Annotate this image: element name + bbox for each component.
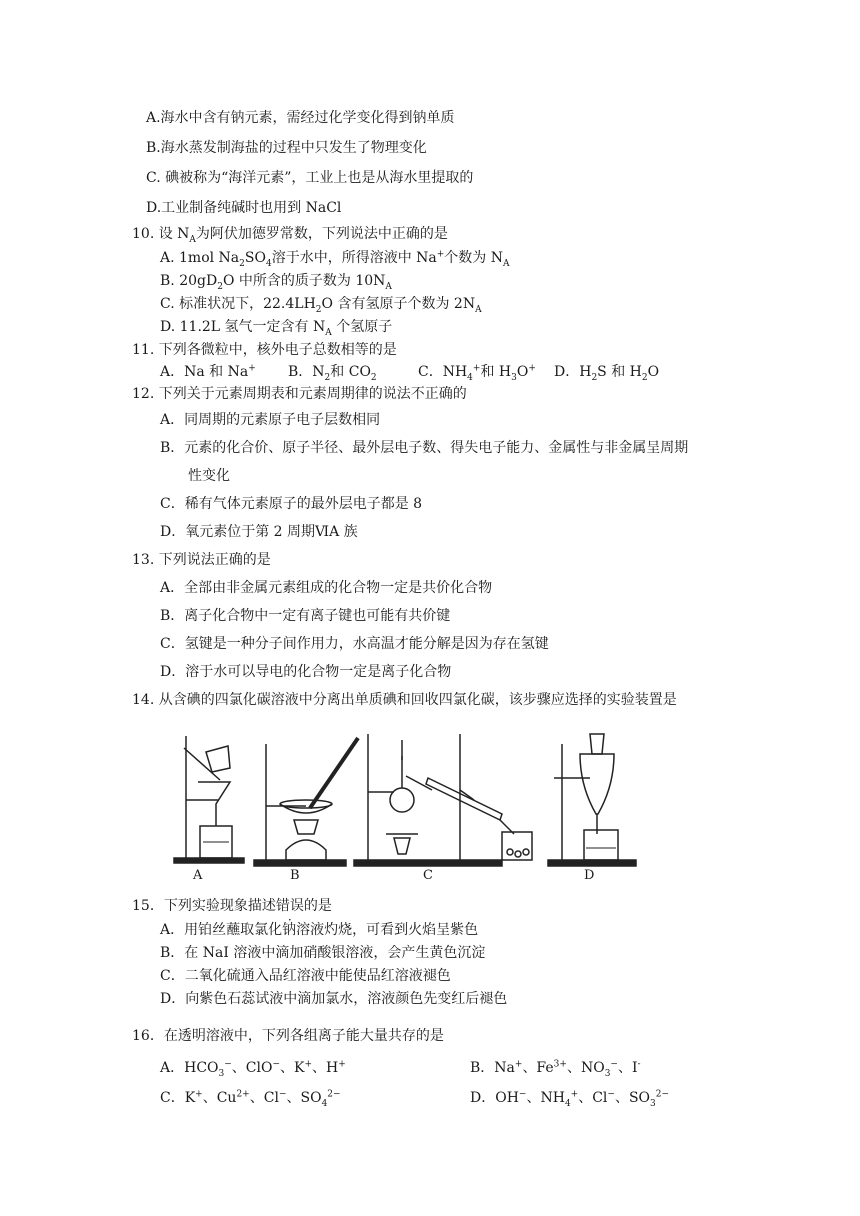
q16-stem: 16．在透明溶液中，下列各组离子能大量共存的是 — [132, 1028, 444, 1044]
q15-emphasis: 错误 — [275, 898, 304, 914]
q11-option-a: A．Na 和 Na+ — [160, 363, 256, 380]
q9-option-c: C. 碘被称为“海洋元素”，工业上也是从海水里提取的 — [146, 170, 474, 186]
q13-option-c: C．氢键是一种分子间作用力，水高温才能分解是因为存在氢键 — [160, 636, 549, 652]
apparatus-c-distillation — [354, 734, 532, 866]
q10-stem: 10. 设 $N_A$为阿伏加德罗常数，下列说法中正确的是 — [132, 226, 448, 245]
q10-option-d: D. 11.2L 氢气一定含有 $N_A$ 个氢原子 — [160, 319, 393, 338]
q9-option-a: A.海水中含有钠元素，需经过化学变化得到钠单质 — [146, 110, 455, 126]
apparatus-d-separatory-funnel — [548, 734, 636, 866]
q15-option-c: C．二氧化硫通入品红溶液中能使品红溶液褪色 — [160, 968, 451, 984]
apparatus-label-b: B — [290, 868, 300, 883]
q12-option-b-line2: 性变化 — [188, 468, 230, 484]
q15-option-d: D．向紫色石蕊试液中滴加氯水，溶液颜色先变红后褪色 — [160, 991, 508, 1007]
q12-option-c: C．稀有气体元素原子的最外层电子都是 8 — [160, 496, 423, 512]
q16-option-d: D．OH−、$NH_4^+$、Cl−、$SO_3^{2-}$ — [470, 1089, 670, 1109]
q11-stem: 11. 下列各微粒中，核外电子总数相等的是 — [132, 342, 397, 358]
q12-option-a: A．同周期的元素原子电子层数相同 — [160, 412, 381, 428]
q14-stem: 14. 从含碘的四氯化碳溶液中分离出单质碘和回收四氯化碳，该步骤应选择的实验装置是 — [132, 692, 677, 708]
q13-option-a: A．全部由非金属元素组成的化合物一定是共价化合物 — [160, 580, 493, 596]
q15-option-a: A．用铂丝蘸取氯化钠溶液灼烧，可看到火焰呈紫色 — [160, 922, 479, 938]
q13-stem: 13. 下列说法正确的是 — [132, 552, 271, 568]
q10-option-b: B. $20gD_2O$ 中所含的质子数为 $10N_A$ — [160, 273, 392, 292]
q13-option-b: B．离子化合物中一定有离子键也可能有共价键 — [160, 608, 451, 624]
apparatus-label-d: D — [584, 868, 595, 883]
q15-option-b: B．在 NaI 溶液中滴加硝酸银溶液，会产生黄色沉淀 — [160, 945, 486, 961]
q16-option-c: C．K+、$Cu^{2+}$、Cl−、$SO_4^{2-}$ — [160, 1089, 341, 1109]
q9-option-d: D.工业制备纯碱时也用到 NaCl — [146, 200, 342, 216]
apparatus-label-a: A — [193, 868, 203, 883]
q11-option-d: D．$H_2S$ 和 $H_2O$ — [554, 364, 660, 383]
q15-stem: 15．下列实验现象描述错误的是 — [132, 898, 332, 914]
lab-apparatus-figure — [170, 730, 640, 870]
q9-option-b: B.海水蒸发制海盐的过程中只发生了物理变化 — [146, 140, 427, 156]
apparatus-b-evaporation — [254, 738, 358, 866]
q16-option-a: A．$HCO_3^-$、ClO−、K+、H+ — [160, 1059, 346, 1079]
apparatus-label-c: C — [423, 868, 433, 883]
q12-option-b-line1: B．元素的化合价、原子半径、最外层电子数、得失电子能力、金属性与非金属呈周期 — [160, 440, 689, 456]
q16-option-b: B．Na+、$Fe^{3+}$、$NO_3^-$、I- — [470, 1059, 641, 1079]
apparatus-a-filtration — [174, 736, 244, 863]
q10-option-c: C. 标准状况下，$22.4LH_2O$ 含有氢原子个数为 $2N_A$ — [160, 296, 482, 315]
q11-option-c: C．$NH_4^+$和 $H_3O^+$ — [418, 363, 536, 383]
q11-option-b: B．$N_2$和 $CO_2$ — [288, 364, 377, 383]
q10-option-a: A. 1mol $Na_2SO_4$溶于水中，所得溶液中 Na+个数为 $N_A$ — [160, 249, 510, 269]
q13-option-d: D．溶于水可以导电的化合物一定是离子化合物 — [160, 664, 452, 680]
q12-stem: 12. 下列关于元素周期表和元素周期律的说法不正确的 — [132, 386, 467, 402]
q12-option-d: D．氧元素位于第 2 周期ⅥA 族 — [160, 524, 358, 540]
